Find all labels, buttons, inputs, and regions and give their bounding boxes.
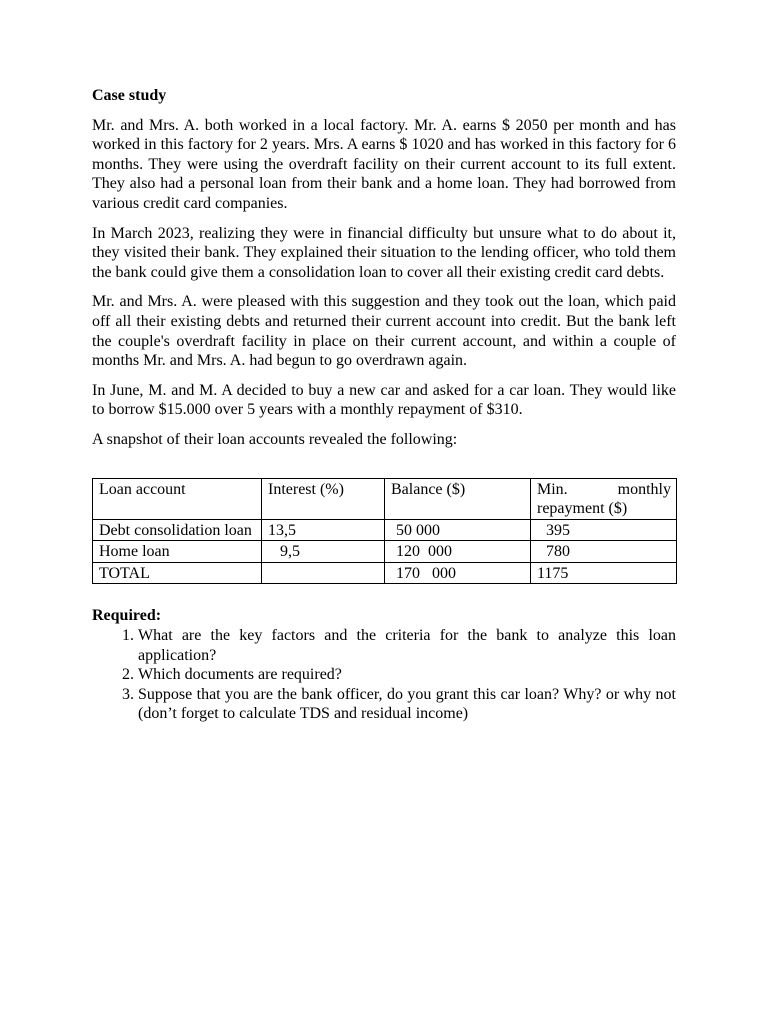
case-study-heading: Case study <box>92 87 167 104</box>
cell-repayment: 780 <box>531 541 677 563</box>
list-item: 1. What are the key factors and the criteria for the bank to analyze this loan application? <box>138 626 676 665</box>
header-min-monthly-repayment: Min. monthly repayment ($) <box>531 478 677 519</box>
required-section <box>92 606 676 724</box>
table-row <box>93 562 677 584</box>
cell-repayment: 395 <box>531 519 677 541</box>
document-page <box>92 86 676 724</box>
paragraph-consolidation: Mr. and Mrs. A. were pleased with this suggestion and they took out the loan, which paid off all their existing debts and returned their current account into credit. But the bank left the couple's overdraft facility in place on their current account, and within a couple of months Mr. and Mrs. A. had begun to go overdrawn again. <box>92 293 676 370</box>
loan-accounts-table <box>92 478 677 585</box>
header-balance: Balance ($) <box>385 478 531 519</box>
paragraph-snapshot-intro: A snapshot of their loan accounts revealed the following: <box>92 430 458 448</box>
paragraph-background: Mr. and Mrs. A. both worked in a local factory. Mr. A. earns $ 2050 per month and has worked in this factory for 2 years. Mrs. A earns $ 1020 and has worked in this factory for 6 months. They were using the overdraft facility on their current account to its full extent. They also had a personal loan from their bank and a home loan. They had borrowed from various credit card companies. <box>92 116 676 212</box>
paragraph-bank-visit: In March 2023, realizing they were in financial difficulty but unsure what to do about it, they visited their bank. They explained their situation to the lending officer, who told them the bank could give them a consolidation loan to cover all their existing credit card debts. <box>92 224 676 281</box>
cell-repayment: 1175 <box>531 562 677 584</box>
header-interest: Interest (%) <box>262 478 385 519</box>
cell-loan-account: TOTAL <box>93 562 262 584</box>
cell-interest: 13,5 <box>262 519 385 541</box>
list-item: 3. Suppose that you are the bank officer, do you grant this car loan? Why? or why not (don’t forget to calculate TDS and residual income) <box>138 685 676 724</box>
cell-balance: 120 000 <box>385 541 531 563</box>
paragraph-car-loan: In June, M. and M. A decided to buy a new car and asked for a car loan. They would like to borrow $15.000 over 5 years with a monthly repayment of $310. <box>92 381 676 419</box>
cell-loan-account: Debt consolidation loan <box>93 519 262 541</box>
cell-interest: 9,5 <box>262 541 385 563</box>
table-row <box>93 519 677 541</box>
cell-balance: 50 000 <box>385 519 531 541</box>
cell-interest <box>262 562 385 584</box>
table-header-row <box>93 478 677 519</box>
list-item: 2. Which documents are required? <box>138 665 676 685</box>
questions-list <box>92 626 676 724</box>
header-loan-account: Loan account <box>93 478 262 519</box>
cell-balance: 170 000 <box>385 562 531 584</box>
cell-loan-account: Home loan <box>93 541 262 563</box>
table-row <box>93 541 677 563</box>
required-label: Required: <box>92 607 162 625</box>
